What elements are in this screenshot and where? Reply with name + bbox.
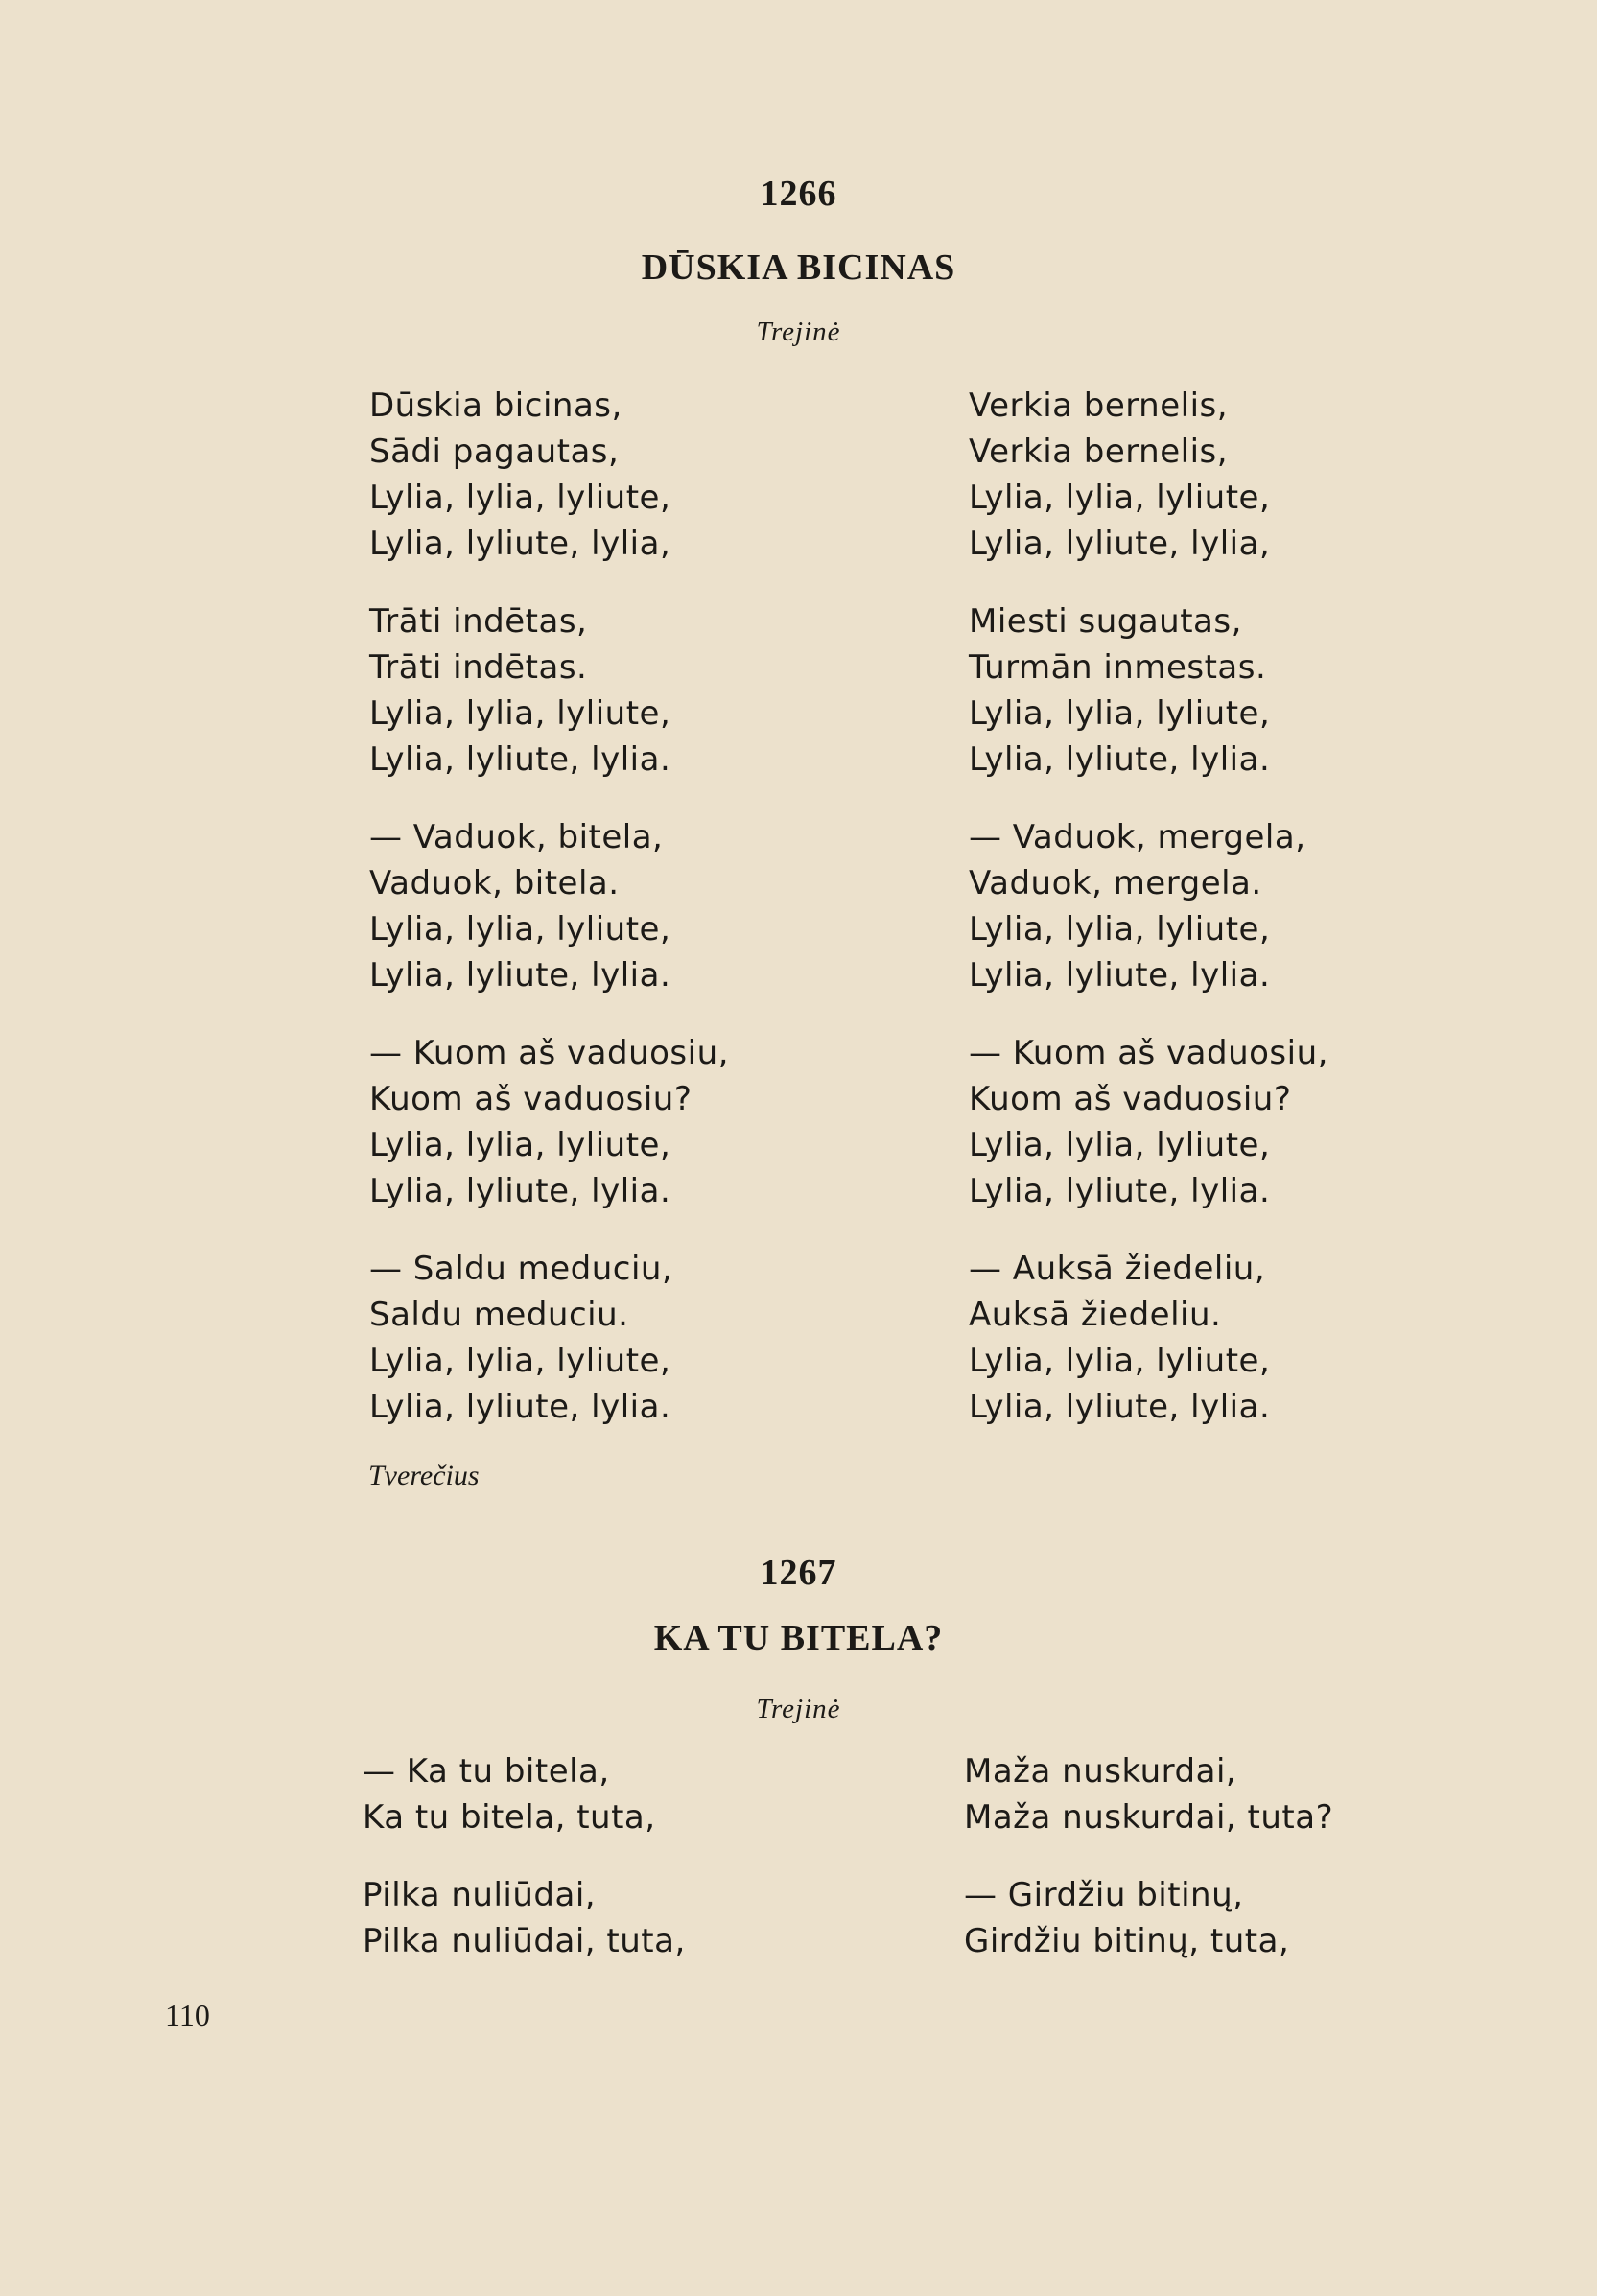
- song-title: KA TU BITELA?: [653, 1618, 944, 1658]
- verse-line: — Kuom aš vaduosiu,: [969, 1034, 1328, 1072]
- verse-line: Turmān inmestas.: [969, 648, 1267, 687]
- verse-line: Trāti indētas,: [369, 602, 588, 641]
- verse-line: Lylia, lyliute, lylia.: [969, 1172, 1271, 1210]
- verse-line: Lylia, lyliute, lylia.: [369, 740, 671, 779]
- verse-line: Verkia bernelis,: [969, 433, 1229, 471]
- verse-line: Vaduok, bitela.: [369, 864, 620, 902]
- verse-line: Lylia, lylia, lyliute,: [369, 1342, 671, 1380]
- verse-line: Maža nuskurdai,: [964, 1752, 1237, 1791]
- verse-line: — Ka tu bitela,: [363, 1752, 610, 1791]
- stanza: [369, 1246, 729, 1430]
- verse-line: Sādi pagautas,: [369, 433, 620, 471]
- song-meter: Trejinė: [756, 1694, 841, 1724]
- verse-line: Pilka nuliūdai,: [363, 1876, 597, 1914]
- verse-line: Lylia, lyliute, lylia.: [369, 1172, 671, 1210]
- verse-line: — Auksā žiedeliu,: [969, 1250, 1266, 1288]
- stanza: [969, 383, 1328, 567]
- song-1267-left-column: [363, 1748, 686, 1964]
- verse-line: Lylia, lylia, lyliute,: [369, 694, 671, 733]
- verse-line: Saldu meduciu.: [369, 1296, 629, 1334]
- verse-line: Lylia, lyliute, lylia.: [969, 956, 1271, 995]
- song-1267-right-column: [964, 1748, 1333, 1964]
- verse-line: Lylia, lylia, lyliute,: [969, 479, 1271, 517]
- verse-line: Lylia, lylia, lyliute,: [369, 910, 671, 949]
- verse-line: — Saldu meduciu,: [369, 1250, 673, 1288]
- verse-line: Lylia, lyliute, lylia,: [369, 525, 671, 563]
- stanza: [363, 1748, 686, 1840]
- verse-line: Lylia, lyliute, lylia.: [969, 1388, 1271, 1426]
- verse-line: Lylia, lylia, lyliute,: [969, 910, 1271, 949]
- song-title: DŪSKIA BICINAS: [641, 247, 956, 288]
- stanza: [964, 1872, 1333, 1964]
- verse-line: Vaduok, mergela.: [969, 864, 1262, 902]
- verse-line: Lylia, lylia, lyliute,: [369, 1126, 671, 1164]
- verse-line: Dūskia bicinas,: [369, 387, 622, 425]
- verse-line: Lylia, lylia, lyliute,: [969, 1126, 1271, 1164]
- song-number: 1266: [760, 174, 837, 214]
- verse-line: — Vaduok, mergela,: [969, 818, 1306, 856]
- verse-line: — Girdžiu bitinų,: [964, 1876, 1244, 1914]
- stanza: [369, 1030, 729, 1214]
- stanza: [969, 1030, 1328, 1214]
- stanza: [969, 814, 1328, 998]
- verse-line: Ka tu bitela, tuta,: [363, 1798, 656, 1837]
- stanza: [964, 1748, 1333, 1840]
- song-number: 1267: [760, 1553, 837, 1593]
- verse-line: Lylia, lyliute, lylia.: [369, 956, 671, 995]
- stanza: [969, 598, 1328, 783]
- verse-line: Miesti sugautas,: [969, 602, 1242, 641]
- verse-line: Auksā žiedeliu.: [969, 1296, 1222, 1334]
- verse-line: Kuom aš vaduosiu?: [969, 1080, 1292, 1118]
- song-meter: Trejinė: [756, 316, 841, 347]
- stanza: [369, 598, 729, 783]
- verse-line: Lylia, lyliute, lylia,: [969, 525, 1271, 563]
- verse-line: Verkia bernelis,: [969, 387, 1229, 425]
- verse-line: Trāti indētas.: [369, 648, 588, 687]
- stanza: [369, 814, 729, 998]
- song-1266-right-column: [969, 383, 1328, 1430]
- verse-line: Maža nuskurdai, tuta?: [964, 1798, 1334, 1837]
- verse-line: — Vaduok, bitela,: [369, 818, 664, 856]
- verse-line: — Kuom aš vaduosiu,: [369, 1034, 729, 1072]
- stanza: [969, 1246, 1328, 1430]
- attribution: Tverečius: [368, 1460, 480, 1491]
- verse-line: Lylia, lylia, lyliute,: [369, 479, 671, 517]
- verse-line: Kuom aš vaduosiu?: [369, 1080, 693, 1118]
- verse-line: Lylia, lyliute, lylia.: [369, 1388, 671, 1426]
- song-1266-left-column: [369, 383, 729, 1430]
- page-number: 110: [165, 1998, 210, 2032]
- stanza: [363, 1872, 686, 1964]
- verse-line: Girdžiu bitinų, tuta,: [964, 1922, 1290, 1960]
- verse-line: Lylia, lylia, lyliute,: [969, 1342, 1271, 1380]
- verse-line: Pilka nuliūdai, tuta,: [363, 1922, 686, 1960]
- stanza: [369, 383, 729, 567]
- verse-line: Lylia, lylia, lyliute,: [969, 694, 1271, 733]
- verse-line: Lylia, lyliute, lylia.: [969, 740, 1271, 779]
